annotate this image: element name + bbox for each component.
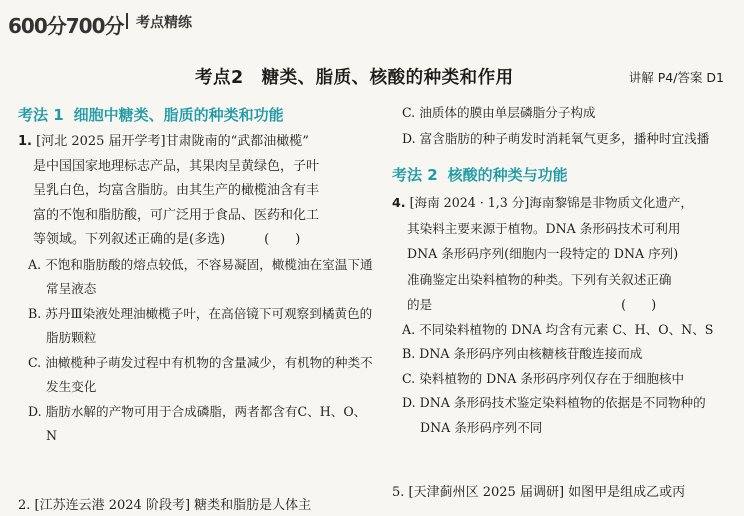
question-number: 1.	[18, 134, 32, 149]
question-text: DNA 条形码序列(细胞内一段特定的 DNA 序列)	[407, 246, 679, 261]
brand-logo	[8, 10, 124, 39]
section-heading-2	[392, 160, 730, 190]
question-text: 呈乳白色，均富含脂肪。由其生产的橄榄油含有丰	[33, 183, 320, 198]
option-c: C. 染料植物的 DNA 条形码序列仅存在于细胞核中	[402, 370, 685, 386]
section-heading-1	[18, 100, 376, 130]
header-divider	[126, 13, 128, 29]
option-b: B. DNA 条形码序列由核糖核苷酸连接而成	[402, 346, 643, 361]
section-label: 考点精练	[136, 15, 192, 31]
option-d: D. 脂肪水解的产物可用于合成磷脂，两者都含有C、H、O、N	[28, 403, 367, 443]
question-text: 准确鉴定出染料植物的种类。下列有关叙述正确	[407, 271, 672, 287]
option-a: A. 不同染料植物的 DNA 均含有元素 C、H、O、N、S	[402, 321, 714, 337]
left-column	[18, 100, 376, 449]
question-text: 富的不饱和脂肪酸，可广泛用于食品、医药和化工	[33, 207, 320, 223]
question-4	[392, 190, 730, 440]
section-title: 细胞中糖类、脂质的种类和功能	[73, 106, 284, 124]
option-d: D. 富含脂肪的种子萌发时消耗氧气更多，播种时宜浅播	[402, 131, 710, 146]
section-number: 考法 1	[18, 106, 64, 124]
question-text: 等领域。下列叙述正确的是(多选) ( )	[33, 232, 301, 247]
answer-reference: 讲解 P4/答案 D1	[628, 70, 724, 85]
question-5-partial: 5. [天津蓟州区 2025 届调研] 如图甲是组成乙或丙	[392, 485, 686, 500]
question-number: 4.	[392, 195, 406, 210]
option-c: C. 油橄榄种子萌发过程中有机物的含量减少，有机物的种类不发生变化	[28, 354, 373, 394]
question-text: 其染料主要来源于植物。DNA 条形码技术可利用	[407, 220, 681, 236]
right-column	[392, 100, 730, 440]
logo-text: 600分700分	[8, 14, 124, 38]
section-title: 核酸的种类与功能	[447, 166, 568, 184]
section-number: 考法 2	[392, 166, 438, 184]
question-1	[18, 130, 376, 449]
page-header	[0, 0, 744, 46]
question-text: 是中国国家地理标志产品，其果肉呈黄绿色，子叶	[33, 158, 320, 174]
question-1-line-1	[18, 130, 376, 155]
question-text: 海南黎锦是非物质文化遗产，	[529, 195, 693, 210]
question-text: 甘肃陇南的“武都油橄榄”	[165, 134, 309, 149]
option-d: D. DNA 条形码技术鉴定染料植物的依据是不同物种的 DNA 条形码序列不同	[402, 395, 706, 435]
option-b: B. 苏丹Ⅲ染液处理油橄榄子叶，在高倍镜下可观察到橘黄色的脂肪颗粒	[28, 305, 373, 345]
option-c: C. 油质体的膜由单层磷脂分子构成	[402, 105, 596, 120]
page-title: 考点2 糖类、脂质、核酸的种类和作用	[195, 68, 514, 88]
question-source: [河北 2025 届开学考]	[36, 134, 166, 149]
question-source: [海南 2024 · 1,3 分]	[409, 195, 530, 210]
option-a: A. 不饱和脂肪酸的熔点较低，不容易凝固，橄榄油在室温下通常呈液态	[28, 256, 373, 296]
question-2-partial: 2. [江苏连云港 2024 阶段考] 糖类和脂肪是人体主	[18, 498, 312, 513]
question-4-line-1	[392, 190, 730, 216]
question-text: 的是 ( )	[407, 297, 657, 312]
